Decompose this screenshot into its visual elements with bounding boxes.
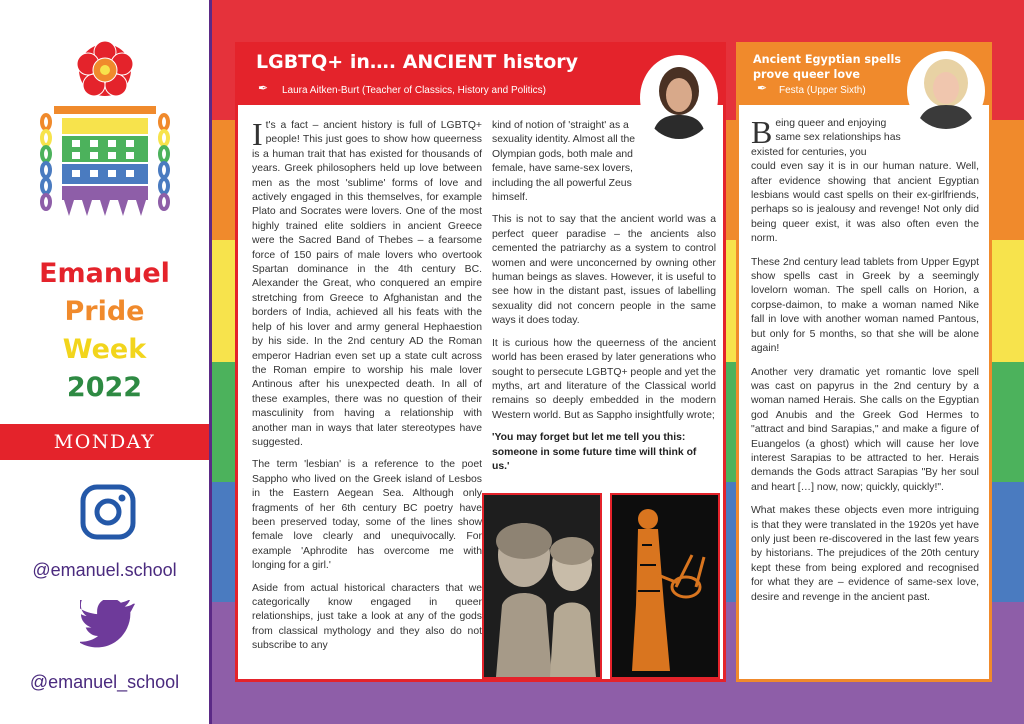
main-article-card: [235, 42, 726, 682]
main-article-title: LGBTQ+ in…. ANCIENT history: [256, 51, 579, 73]
brand-word-week: Week: [62, 334, 147, 365]
article-paragraph: The term 'lesbian' is a reference to the poet Sappho who lived on the Greek island of Lesbos in the Eastern Aegean Sea. Although only fragments of her 6th century BC poetry have been preserved today, some of the lines show female love clearly and unequivocally. For example 'Aphrodite has overcome me with longing for a girl.': [252, 459, 482, 572]
side-article-card: [736, 42, 992, 682]
quill-icon: ✒: [757, 81, 768, 95]
article-column-left: [252, 116, 482, 662]
main-article-author: Laura Aitken-Burt (Teacher of Classics, History and Politics): [282, 85, 546, 96]
article-paragraph: This is not to say that the ancient world was a perfect queer paradise – the ancients also cemented the patriarchy as a system to control women and were unconcerned by owning other human beings as slaves. However, it is useful to see how in the distant past, issues of labelling sexuality did not concern people in the same ways it does today.: [492, 214, 716, 327]
article-paragraph: Another very dramatic yet romantic love spell was cast on papyrus in the 2nd century by a woman named Herais. She calls on the Egyptian god Anubis and the Greek God Hermes to "attract and bind Sarapias," and make a figure of Euangelos (a ghost) which will cause her love interest Sarapias to be attracted to her. Herais demands the Gods attract Sarapias "By her soul and heart […] now, now; quickly, quickly!".: [751, 366, 979, 493]
sidebar: [0, 0, 212, 724]
article-paragraph: What makes these objects even more intriguing is that they were translated in the 1920s yet have only just been re-discovered in the last few years by historians. The prejudices of the 20th century kept these from being explored and recognised for what they are – evidence of same-sex love, desire and revenge in the ancient past.: [751, 505, 979, 603]
sappho-quote: 'You may forget but let me tell you this: someone in some future time will think of us.': [492, 432, 697, 472]
brand-word-emanuel: Emanuel: [39, 258, 170, 289]
quill-icon: ✒: [258, 81, 269, 95]
side-article-body: [751, 114, 979, 614]
article-paragraph: Being queer and enjoying same sex relationships has existed for centuries, you: [751, 114, 901, 158]
article-paragraph: could even say it is in our human nature. Well, after evidence showing that ancient Egyptian lesbians would cast spells on their ex-girlfriends, perhaps so is jealousy and revenge! Not only did being queer exist, it was also often even the norm.: [751, 161, 979, 245]
instagram-handle[interactable]: @emanuel.school: [32, 560, 177, 580]
article-column-right: [492, 119, 716, 482]
twitter-icon[interactable]: [80, 600, 138, 650]
side-article-title: Ancient Egyptian spells prove queer love: [753, 53, 902, 81]
article-paragraph: It is curious how the queerness of the ancient world has been erased by later generations who sought to persecute LGBTQ+ people and yet the myths, art and literature of the Classical world remains so deeply embedded in the modern Western world. But as Sappho insightfully wrote;: [492, 337, 716, 421]
article-paragraph: These 2nd century lead tablets from Upper Egypt show spells cast in Greek by a seemingly lovelorn woman. The spell calls on Horion, a corpse-daimon, to make a woman named Nike fall in love with another woman named Pantous, but only for 5 months, so that she will be alone again!: [751, 256, 979, 355]
side-article-author: Festa (Upper Sixth): [779, 85, 866, 96]
day-banner: MONDAY: [0, 424, 209, 460]
twitter-handle[interactable]: @emanuel_school: [29, 672, 180, 692]
brand-word-pride: Pride: [64, 296, 145, 327]
article-paragraph: Aside from actual historical characters that we categorically know engaged in queer relationships, just take a look at any of the gods from classical mythology and they also do not subscribe to any: [252, 582, 482, 652]
portcullis-rose-logo: [40, 40, 170, 240]
sappho-vase-photo: [610, 493, 720, 679]
article-paragraph: It's a fact – ancient history is full of LGBTQ+ people! This just goes to show how queerness is a human trait that has existed for thousands of years. Greek philosophers held up love between men as the most 'sublime' forms of love and actively engaged in this themselves, for example Plato and Socrates were lovers. One of the most highly trained elite soldiers in ancient Greece were the Sacred Band of Thebes – a fearsome force of 150 pairs of male lovers who overtook Spartan dominance in the 4th century BC. Alexander the Great, who conquered an empire stretching from Greece to Afghanistan and the borders of India, achieved all his feats with the help of his lover and army general Hephaestion by his side. In the 2nd century AD the Roman emperor Hadrian even set up a state cult across the Roman empire to worship his male lover Antinous after his unexpected death. In all of these examples, there was no question of their masculinity from having a relationship with another man in ways that later stereotypes have suggested.: [252, 116, 482, 448]
brand-year: 2022: [66, 372, 143, 403]
article-paragraph: kind of notion of 'straight' as a sexuality identity. Almost all the Olympian gods, both male and female, have same-sex lovers, including the all powerful Zeus himself.: [492, 120, 636, 204]
drop-cap: I: [252, 116, 263, 152]
instagram-icon[interactable]: [80, 484, 136, 540]
drop-cap: B: [751, 114, 773, 150]
greek-busts-photo: [482, 493, 602, 679]
